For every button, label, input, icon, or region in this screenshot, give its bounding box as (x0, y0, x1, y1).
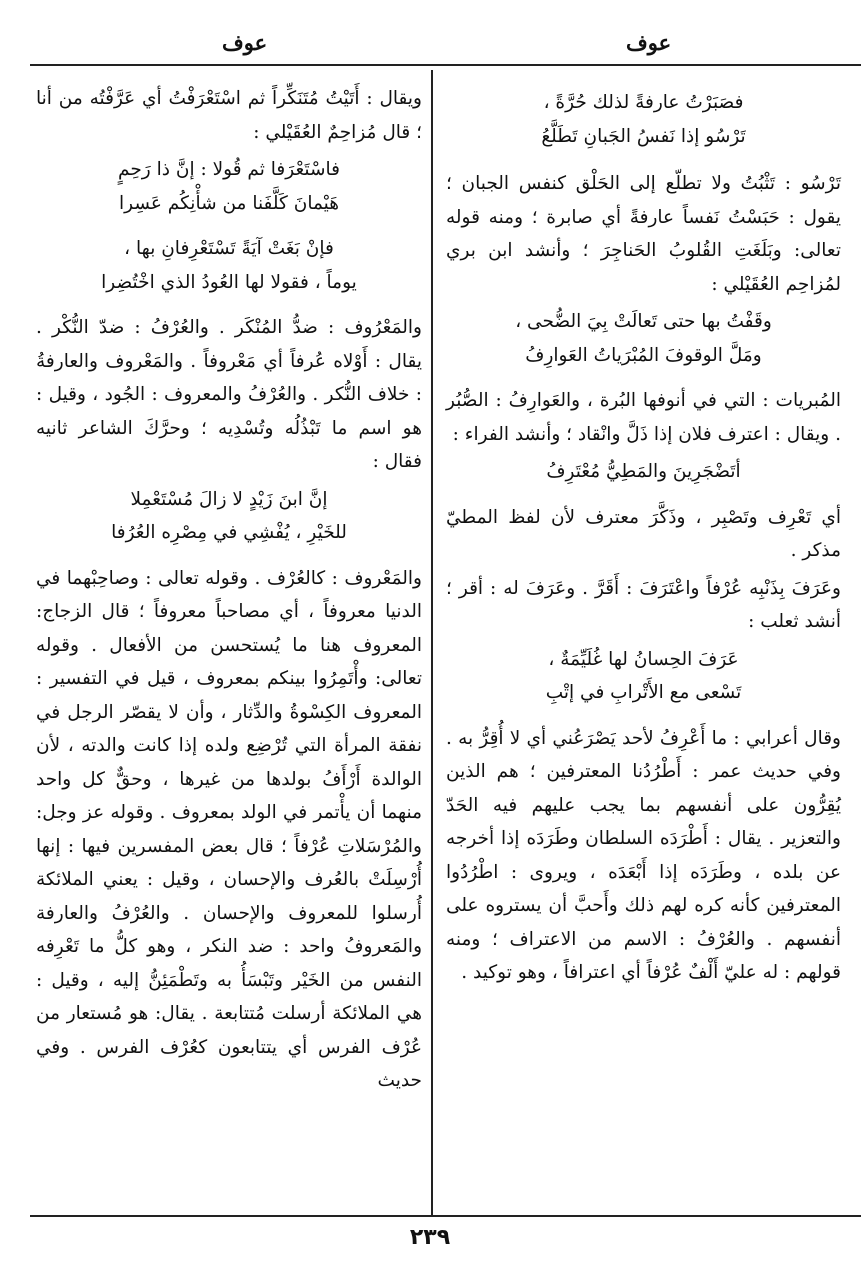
verse (446, 455, 841, 489)
paragraph: تَرْسُو : تَثْبُتُ ولا تطلّع إلى الحَلْق كنفس الجبان ؛ يقول : حَبَسْتُ نَفساً عارفةً أي صابرة ؛ ومنه قوله تعالى: وبَلَغَتِ القُلوبُ الحَناجِرَ ؛ وأنشد ابن بري لمُزاحِم العُقَيْلي : (446, 173, 841, 295)
left-column (36, 82, 422, 1102)
verse (446, 86, 841, 153)
verse-line: تَسْعى مع الأَتْرابِ في إتْبِ (545, 682, 742, 703)
verse (446, 305, 841, 372)
paragraph: أي تَعْرِف وتَصْبِر ، وذَكَّرَ معترف لأن لفظ المطيّ مذكر . (446, 506, 841, 561)
verse-line: إنَّ ابنَ زَيْدٍ لا زالَ مُسْتَعْمِلا (130, 488, 328, 510)
column-divider (431, 70, 433, 1216)
paragraph: وعَرَفَ بِذَنْبِه عُرْفاً واعْتَرَفَ : أَقَرَّ . وعَرَفَ له : أقر ؛ أنشد ثعلب : (446, 577, 841, 632)
verse (36, 153, 422, 220)
paragraph: والمَعْرُوف : ضدُّ المُنْكَر . والعُرْفُ : ضدّ النُّكْر . يقال : أَوْلاه عُرفاً أي مَعْروفاً . والمَعْروف والعارفةُ : خلاف النُّكر . والعُرْفُ والمعروف : الجُود ، وقيل : هو اسم ما تَبْذُلُه وتُسْدِيه ؛ وحرَّكَ الشاعر ثانيه فقال : (36, 317, 422, 472)
verse-line: تَرْسُو إذا نَفسُ الجَبانِ تَطَلَّعُ (541, 125, 746, 147)
verse-line: فاسْتَعْرَفا ثم قُولا : إنَّ ذا رَحِمٍ (118, 159, 340, 180)
verse-line: هَيْمانَ كَلَّفَنا من شأْنِكُم عَسِرا (119, 192, 339, 214)
paragraph: المُبريات : التي في أنوفها البُرة ، والعَوارِفُ : الصُّبُر . ويقال : اعترف فلان إذا ذَلَّ وانْقاد ؛ وأنشد الفراء : (446, 390, 841, 445)
verse-line: أتَضْجَرِينَ والمَطِيُّ مُعْتَرِفُ (546, 461, 741, 482)
paragraph: والمَعْروف : كالعُرْف . وقوله تعالى : وصاحِبْهما في الدنيا معروفاً ، أي مصاحباً معروفاً ؛ قال الزجاج: المعروف هنا ما يُستحسن من الأفعال . وقوله تعالى: وأْتَمِرُوا بينكم بمعروف ، قيل في التفسير : المعروف الكِسْوةُ والدِّثار ، وأن لا يقصّر الرجل في نفقة المرأة التي تُرْضِع ولده إذا كانت والدته ، لأن الوالدة أَرْأَفُ بولدها من غيرها ، وحقٌّ كل واحد منهما أن يأْتمر في الولد بمعروف . وقوله عز وجل: والمُرْسَلاتِ عُرْفاً ؛ قال بعض المفسرين فيها : إنها أُرْسِلَتْ بالعُرف والإحسان ، وقيل : يعني الملائكة أُرسلوا للمعروف والإحسان . والعُرْفُ والعارفة والمَعروفُ واحد : ضد النكر ، وهو كلُّ ما تَعْرِفه النفس من الخَيْر وتَبْسَأُ به وتَطْمَئِنُّ إليه ، وقيل : هي الملائكة أرسلت مُتتابعة . يقال: هو مُستعار من عُرْف الفرس أي يتتابعون كعُرْف الفرس . وفي حديث (36, 567, 422, 1091)
page-number: ٢٣٩ (409, 1225, 451, 1250)
verse-line: ومَلَّ الوقوفَ المُبْرَياتُ العَوارِفُ (525, 344, 762, 366)
paragraph: ويقال : أَتَيْتُ مُتَنَكِّراً ثم اسْتَعْرَفْتُ أي عَرَّفْتُه من أنا ؛ قال مُزاحِمٌ العُقَيْلي : (36, 88, 422, 143)
verse (446, 643, 841, 710)
bottom-rule (30, 1215, 861, 1217)
paragraph: وقال أعرابي : ما أَعْرِفُ لأحد يَصْرَعُني أي لا أُقِرُّ به . وفي حديث عمر : أَطْرُدُنا المعترفين ؛ هم الذين يُقِرُّون على أنفسهم بما يجب عليهم فيه الحَدّ والتعزير . يقال : أَطْرَدَه السلطان وطَرَدَه إذا أخرجه عن بلده ، وطَرَدَه إذا أَبْعَدَه ، ويروى : اطْرُدُوا المعترفين كأنه كره لهم ذلك وأَحبَّ أن يستروه على أنفسهم . والعُرْفُ : الاسم من الاعتراف ؛ ومنه قولهم : له عليّ أَلْفٌ عُرْفاً أي اعترافاً ، وهو توكيد . (446, 727, 841, 983)
verse-line: للخَيْرِ ، يُفْشِي في مِصْرِه العُرُفا (111, 522, 347, 543)
header-left-word: عوف (222, 30, 268, 55)
header-right-word: عوف (626, 30, 672, 55)
verse (36, 232, 422, 299)
verse-line: فإنْ بَغَتْ آيَةً تَسْتَعْرِفانِ بها ، (124, 238, 334, 259)
verse-line: عَرَفَ الحِسانُ لها غُلَيِّمَةٌ ، (548, 648, 739, 670)
verse-line: وقَفْتُ بها حتى تَعالَتْ بِيَ الضُّحى ، (515, 311, 772, 332)
verse (36, 483, 422, 550)
verse-line: فصَبَرْتُ عارفةً لذلك حُرَّةً ، (543, 92, 744, 113)
right-column (446, 82, 841, 994)
verse-line: يوماً ، فقولا لها العُودُ الذي اخْتُضِرا (101, 271, 357, 293)
top-rule (30, 64, 861, 66)
